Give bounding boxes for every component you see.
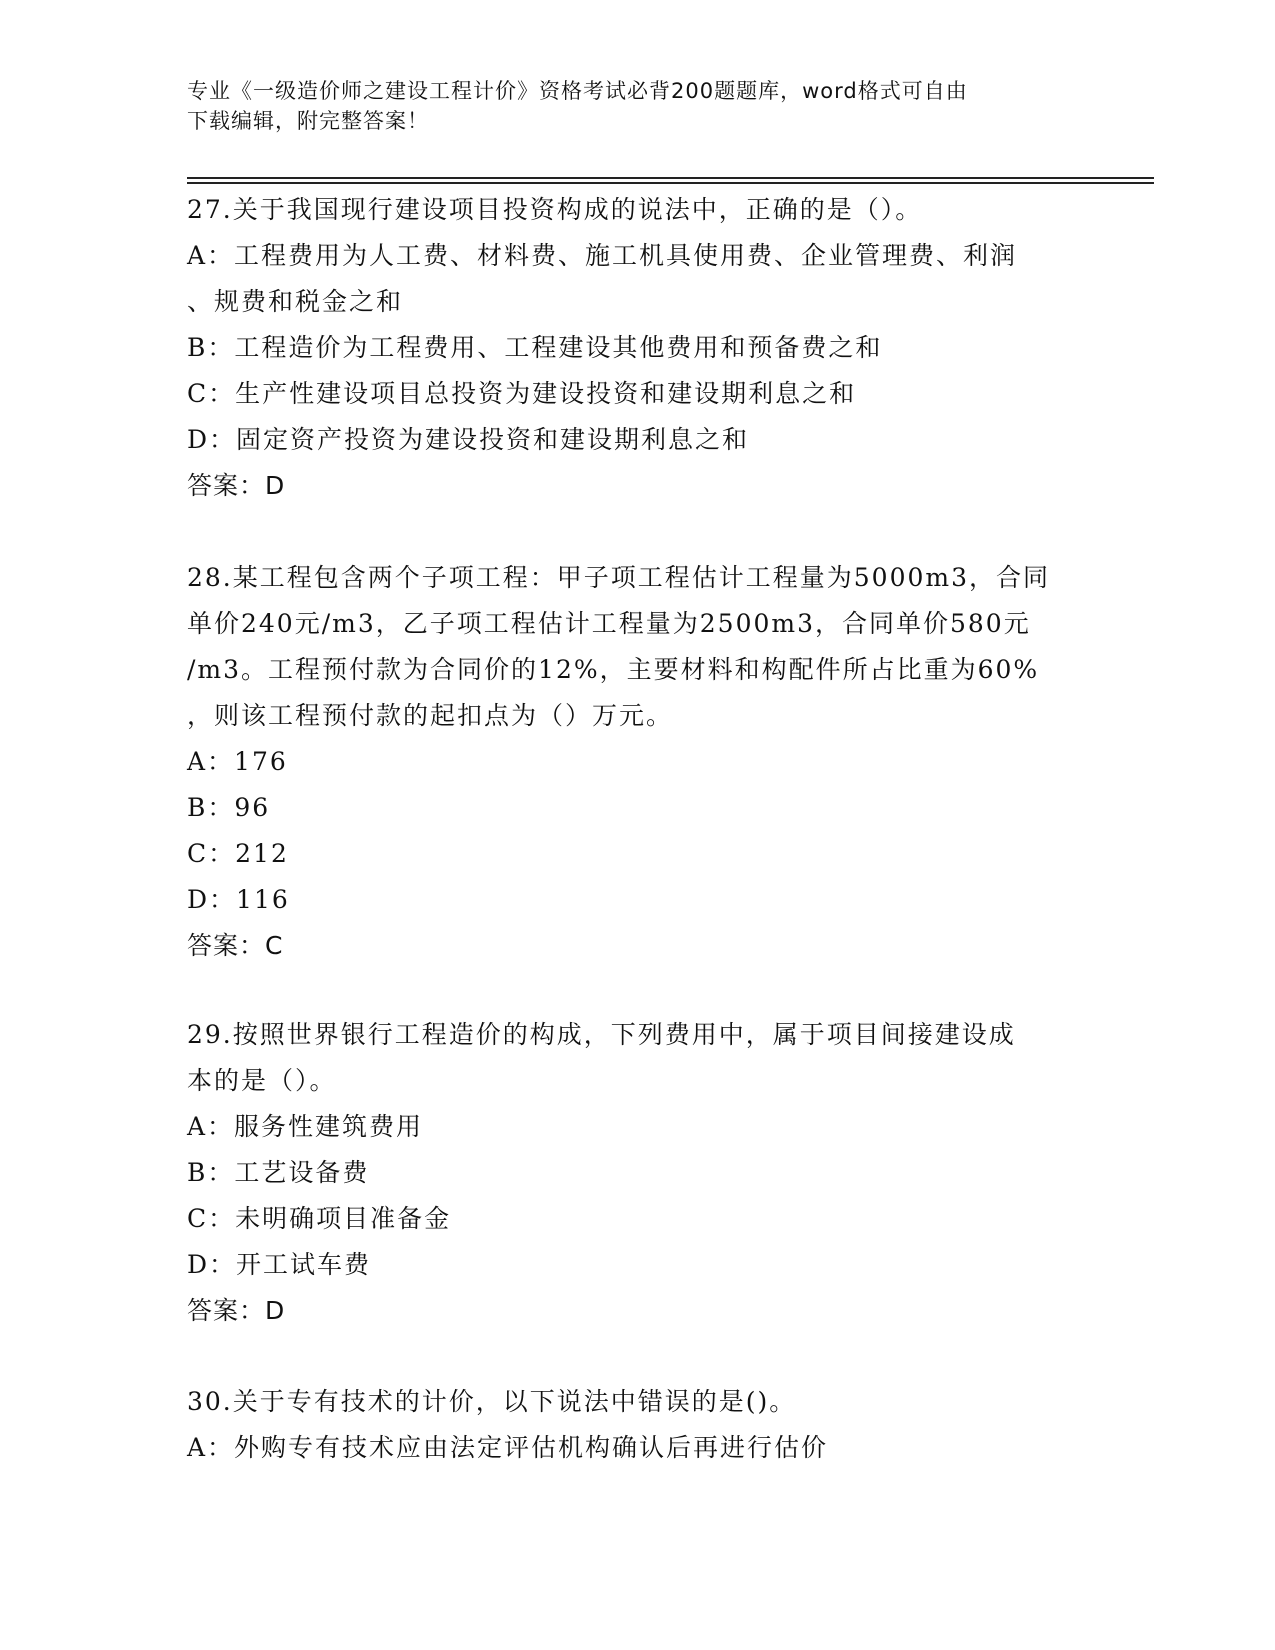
- question-28-stem-line-2: 单价240元/m3，乙子项工程估计工程量为2500m3，合同单价580元: [187, 609, 1031, 638]
- question-27-option-d: D：固定资产投资为建设投资和建设期利息之和: [187, 425, 750, 454]
- question-28-option-c: C：212: [187, 839, 289, 868]
- question-28-answer: 答案：C: [187, 931, 284, 960]
- question-28-stem-line-3: /m3。工程预付款为合同价的12%，主要材料和构配件所占比重为60%: [187, 655, 1040, 684]
- header-line-2: 下载编辑，附完整答案！: [187, 109, 429, 133]
- question-29-option-c: C：未明确项目准备金: [187, 1204, 452, 1233]
- header-divider-top: [187, 177, 1154, 179]
- question-29-option-b: B：工艺设备费: [187, 1158, 370, 1187]
- question-28-stem-line-1: 28.某工程包含两个子项工程：甲子项工程估计工程量为5000m3，合同: [187, 563, 1050, 592]
- question-27-option-c: C：生产性建设项目总投资为建设投资和建设期利息之和: [187, 379, 857, 408]
- question-28-option-d: D：116: [187, 885, 290, 914]
- question-30: [187, 1379, 1087, 1471]
- question-29-option-a: A：服务性建筑费用: [187, 1112, 424, 1141]
- question-29: [187, 1012, 1087, 1334]
- question-28-option-b: B：96: [187, 793, 271, 822]
- question-27-stem: 27.关于我国现行建设项目投资构成的说法中，正确的是（）。: [187, 195, 923, 224]
- question-27-answer: 答案：D: [187, 471, 286, 500]
- question-27-option-b: B：工程造价为工程费用、工程建设其他费用和预备费之和: [187, 333, 883, 362]
- question-28-stem-line-4: ，则该工程预付款的起扣点为（）万元。: [187, 701, 674, 730]
- question-29-stem-line-1: 29.按照世界银行工程造价的构成，下列费用中，属于项目间接建设成: [187, 1020, 1016, 1049]
- question-28: [187, 555, 1087, 969]
- question-27-option-a-cont: 、规费和税金之和: [187, 287, 404, 316]
- document-header: [187, 76, 1067, 136]
- question-27-option-a: A：工程费用为人工费、材料费、施工机具使用费、企业管理费、利润: [187, 241, 1018, 270]
- question-27: [187, 187, 1087, 509]
- question-30-option-a: A：外购专有技术应由法定评估机构确认后再进行估价: [187, 1433, 829, 1462]
- question-29-stem-line-2: 本的是（）。: [187, 1066, 337, 1095]
- question-29-option-d: D：开工试车费: [187, 1250, 372, 1279]
- header-divider-bottom: [187, 182, 1154, 184]
- question-28-option-a: A：176: [187, 747, 288, 776]
- question-29-answer: 答案：D: [187, 1296, 286, 1325]
- header-line-1: 专业《一级造价师之建设工程计价》资格考试必背200题题库，word格式可自由: [187, 79, 968, 103]
- question-30-stem: 30.关于专有技术的计价，以下说法中错误的是()。: [187, 1387, 797, 1416]
